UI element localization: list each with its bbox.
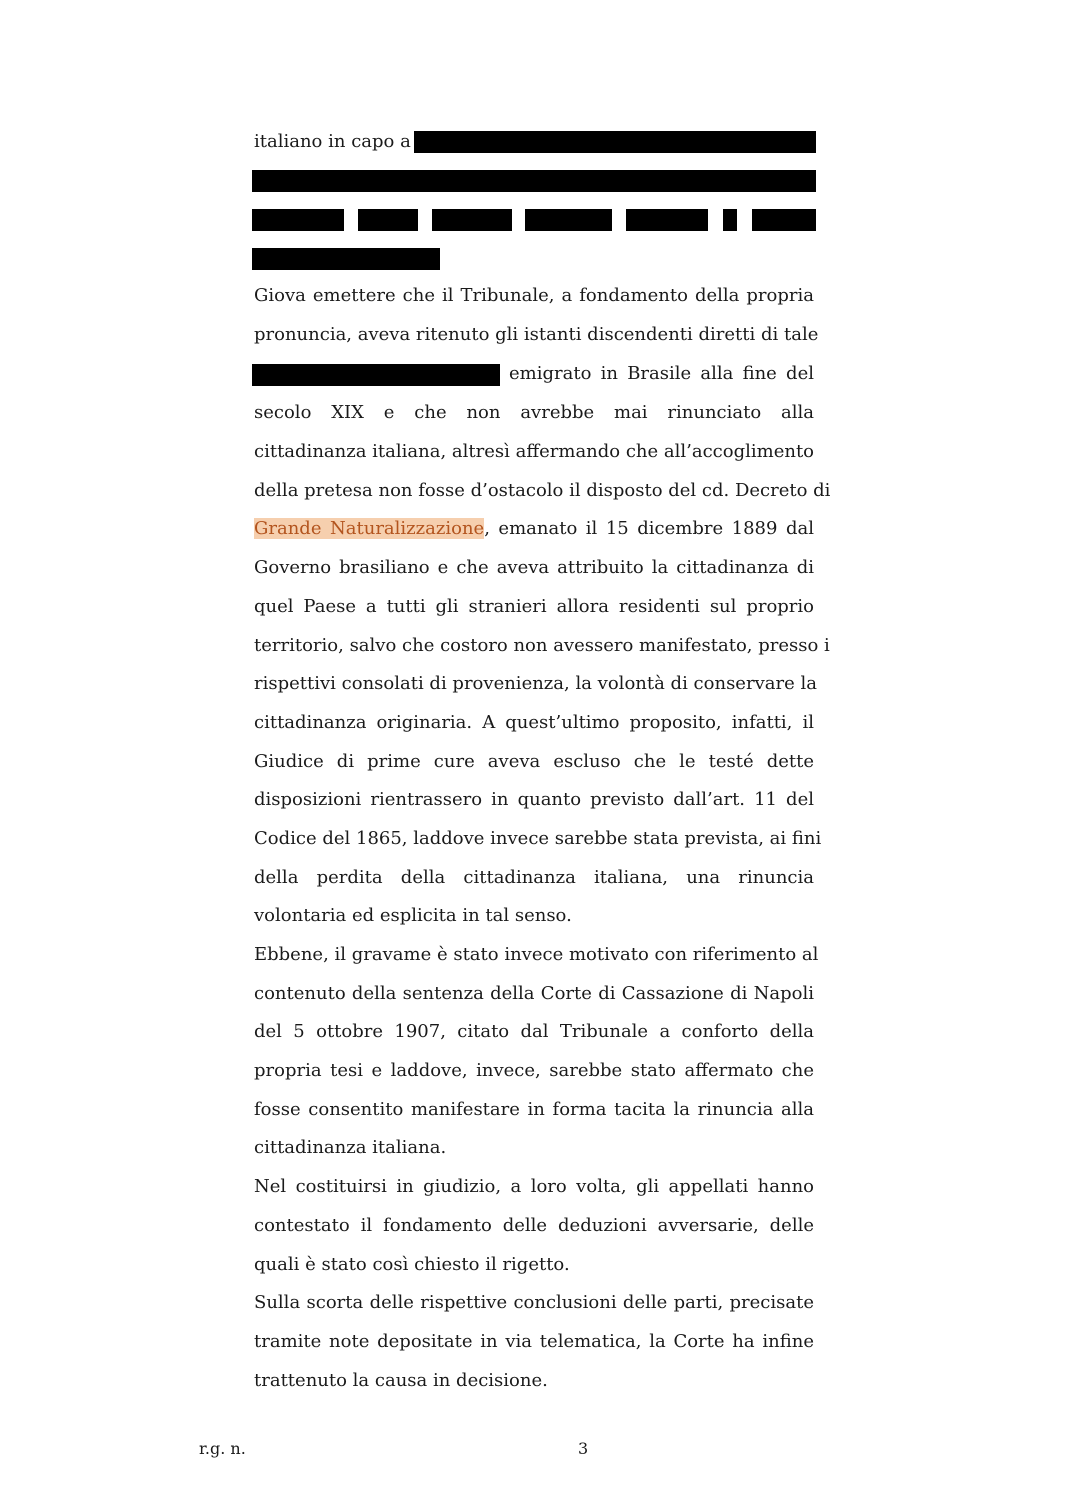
text-fragment: italiano in capo a — [254, 131, 411, 152]
text-line: cittadinanza italiana. — [254, 1137, 447, 1158]
text-line: trattenuto la causa in decisione. — [254, 1370, 548, 1391]
text-line: Codice del 1865, laddove invece sarebbe stata prevista, ai fini — [254, 828, 822, 849]
text-line: cittadinanza italiana, altresì affermando che all’accoglimento — [254, 441, 815, 462]
case-reference: r.g. n. — [199, 1439, 246, 1458]
highlighted-term: Grande Naturalizzazione — [254, 518, 485, 539]
text-line: Governo brasiliano e che aveva attribuito la cittadinanza di — [254, 557, 814, 578]
text-line: Giudice di prime cure aveva escluso che le testé dette — [254, 751, 814, 772]
redaction-block — [252, 364, 500, 386]
redaction-block — [525, 209, 612, 231]
redaction-block — [626, 209, 708, 231]
text-line: della pretesa non fosse d’ostacolo il disposto del cd. Decreto di — [254, 480, 831, 501]
text-line: quel Paese a tutti gli stranieri allora residenti sul proprio — [254, 596, 814, 617]
text-line: Giova emettere che il Tribunale, a fondamento della propria — [254, 285, 814, 306]
redaction-block — [252, 209, 344, 231]
text-line: cittadinanza originaria. A quest’ultimo proposito, infatti, il — [254, 712, 814, 733]
page-number: 3 — [578, 1439, 589, 1458]
text-line: territorio, salvo che costoro non avessero manifestato, presso i — [254, 635, 830, 656]
text-line: propria tesi e laddove, invece, sarebbe stato affermato che — [254, 1060, 814, 1081]
text-line: rispettivi consolati di provenienza, la volontà di conservare la — [254, 673, 817, 694]
redaction-block — [252, 170, 816, 192]
text-fragment: , emanato il 15 dicembre 1889 dal — [484, 518, 814, 539]
text-line: emigrato in Brasile alla fine del — [509, 363, 814, 384]
text-line: tramite note depositate in via telematica, la Corte ha infine — [254, 1331, 814, 1352]
text-line: della perdita della cittadinanza italiana, una rinuncia — [254, 867, 814, 888]
text-line: Ebbene, il gravame è stato invece motivato con riferimento al — [254, 944, 819, 965]
text-line: quali è stato così chiesto il rigetto. — [254, 1254, 570, 1275]
text-line: fosse consentito manifestare in forma tacita la rinuncia alla — [254, 1099, 814, 1120]
text-line: contenuto della sentenza della Corte di Cassazione di Napoli — [254, 983, 814, 1004]
text-line: Sulla scorta delle rispettive conclusioni delle parti, precisate — [254, 1292, 814, 1313]
text-line: disposizioni rientrassero in quanto previsto dall’art. 11 del — [254, 789, 814, 810]
text-line: contestato il fondamento delle deduzioni avversarie, delle — [254, 1215, 814, 1236]
text-line: secolo XIX e che non avrebbe mai rinunciato alla — [254, 402, 814, 423]
text-line: volontaria ed esplicita in tal senso. — [254, 905, 572, 926]
text-line — [254, 514, 814, 544]
text-line: Nel costituirsi in giudizio, a loro volta, gli appellati hanno — [254, 1176, 814, 1197]
redaction-block — [414, 131, 816, 153]
redaction-block — [752, 209, 816, 231]
text-line: pronuncia, aveva ritenuto gli istanti discendenti diretti di tale — [254, 324, 819, 345]
text-line: del 5 ottobre 1907, citato dal Tribunale a conforto della — [254, 1021, 814, 1042]
redaction-block — [252, 248, 440, 270]
redaction-block — [358, 209, 418, 231]
redaction-block — [723, 209, 737, 231]
redaction-block — [432, 209, 512, 231]
